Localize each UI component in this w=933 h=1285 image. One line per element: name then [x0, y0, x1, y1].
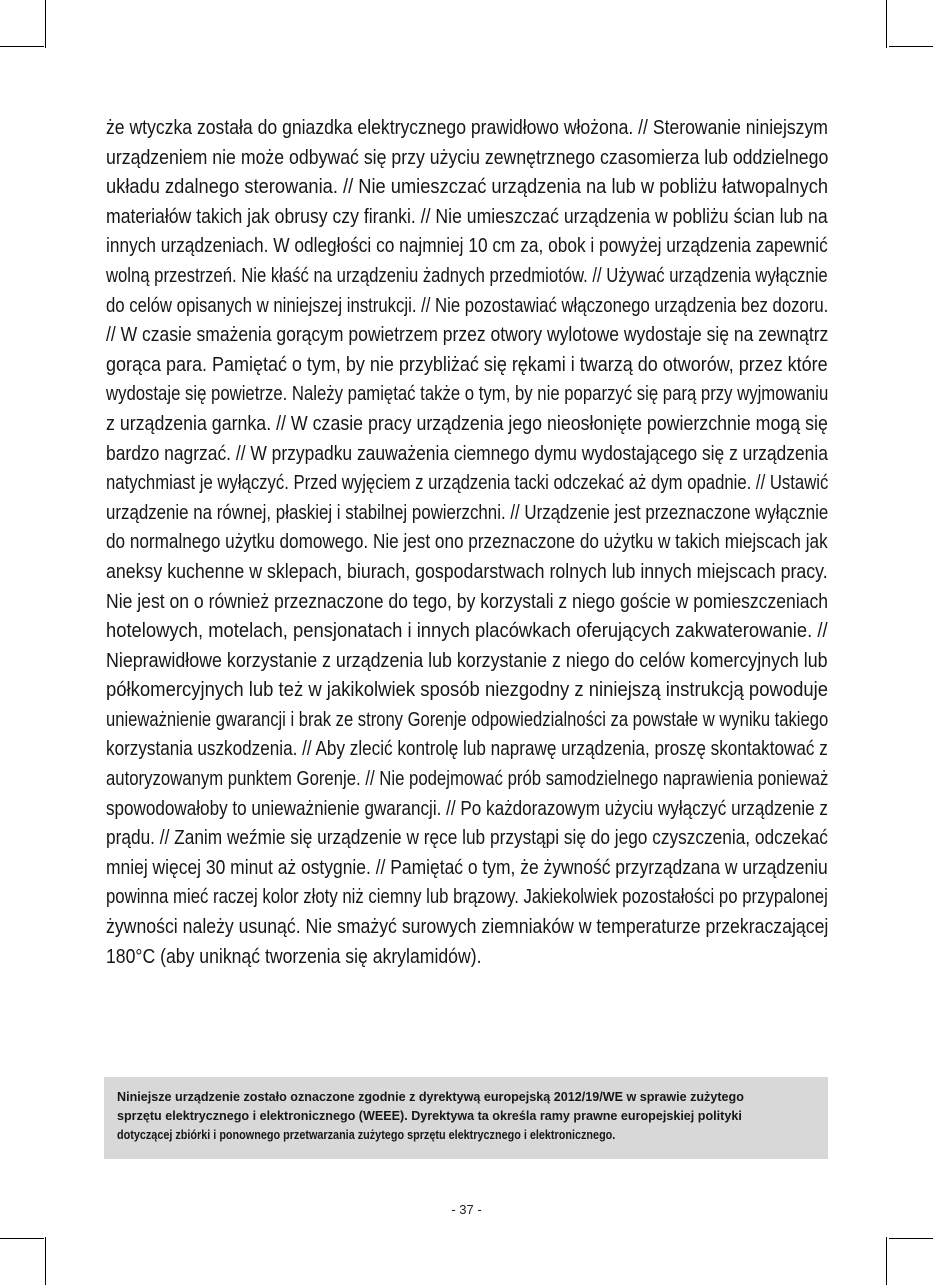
- crop-mark-bottom-right: [886, 1237, 887, 1285]
- body-text-line: Nie jest on o również przeznaczone do tego, by korzystali z niego goście w pomieszczeniach: [106, 589, 829, 613]
- body-text-line: urządzenie na równej, płaskiej i stabilnej powierzchni. // Urządzenie jest przeznaczone wyłącznie: [106, 500, 829, 524]
- body-text-line: autoryzowanym punktem Gorenje. // Nie podejmować prób samodzielnego naprawienia ponieważ: [106, 767, 829, 791]
- crop-mark-bottom-left-h: [0, 1238, 44, 1239]
- body-text-line: natychmiast je wyłączyć. Przed wyjęciem z urządzenia tacki odczekać aż dym opadnie. // Ustawić: [106, 471, 829, 495]
- body-text-line: spowodowałoby to unieważnienie gwarancji. // Po każdorazowym użyciu wyłączyć urządzenie z: [106, 796, 828, 820]
- crop-mark-bottom-left: [45, 1237, 46, 1285]
- body-text-line: prądu. // Zanim weźmie się urządzenie w ręce lub przystąpi się do jego czyszczenia, odczekać: [106, 826, 828, 850]
- crop-mark-top-right-h: [889, 46, 933, 47]
- body-text-line: wolną przestrzeń. Nie kłaść na urządzeniu żadnych przedmiotów. // Używać urządzenia wyłącznie: [106, 263, 828, 287]
- crop-mark-bottom-right-h: [889, 1238, 933, 1239]
- weee-notice-box: [104, 1077, 828, 1159]
- body-text-line: do normalnego użytku domowego. Nie jest ono przeznaczone do użytku w takich miejscach jak: [106, 530, 828, 554]
- weee-notice-line: sprzętu elektrycznego i elektronicznego (WEEE). Dyrektywa ta określa ramy prawne europejskiej polityki: [117, 1109, 742, 1123]
- body-text-line: // W czasie smażenia gorącym powietrzem przez otwory wylotowe wydostaje się na zewnątrz: [106, 323, 829, 347]
- body-text-line: bardzo nagrzać. // W przypadku zauważenia ciemnego dymu wydostającego się z urządzenia: [106, 441, 828, 465]
- body-text-line: układu zdalnego sterowania. // Nie umieszczać urządzenia na lub w pobliżu łatwopalnych: [106, 175, 829, 199]
- body-text-line: unieważnienie gwarancji i brak ze strony Gorenje odpowiedzialności za powstałe w wyniku takiego: [106, 707, 829, 731]
- body-text-line: materiałów takich jak obrusy czy firanki. // Nie umieszczać urządzenia w pobliżu ścian lub na: [106, 204, 828, 228]
- body-text-line: gorąca para. Pamiętać o tym, by nie przybliżać się rękami i twarzą do otworów, przez które: [106, 352, 828, 376]
- body-text-line: do celów opisanych w niniejszej instrukcji. // Nie pozostawiać włączonego urządzenia bez dozoru.: [106, 293, 829, 317]
- crop-mark-top-right: [886, 0, 887, 48]
- body-text-line: hotelowych, motelach, pensjonatach i innych placówkach oferujących zakwaterowanie. //: [106, 619, 828, 643]
- body-text-line: że wtyczka została do gniazdka elektrycznego prawidłowo włożona. // Sterowanie niniejszym: [106, 116, 828, 139]
- body-text-line: półkomercyjnych lub też w jakikolwiek sposób niezgodny z niniejszą instrukcją powoduje: [106, 678, 829, 702]
- weee-notice-line: dotyczącej zbiórki i ponownego przetwarzania zużytego sprzętu elektrycznego i elektronicznego.: [117, 1128, 616, 1142]
- weee-notice-line: Niniejsze urządzenie zostało oznaczone zgodnie z dyrektywą europejską 2012/19/WE w sprawie zużytego: [117, 1090, 744, 1104]
- crop-mark-top-left-h: [0, 46, 44, 47]
- body-text-line: innych urządzeniach. W odległości co najmniej 10 cm za, obok i powyżej urządzenia zapewnić: [106, 234, 828, 258]
- body-text-line: urządzeniem nie może odbywać się przy użyciu zewnętrznego czasomierza lub oddzielnego: [106, 145, 829, 169]
- body-text-line: Nieprawidłowe korzystanie z urządzenia lub korzystanie z niego do celów komercyjnych lub: [106, 648, 828, 672]
- body-text-line: wydostaje się powietrze. Należy pamiętać także o tym, by nie poparzyć się parą przy wyjmowaniu: [106, 382, 829, 406]
- body-text-line: aneksy kuchenne w sklepach, biurach, gospodarstwach rolnych lub innych miejscach pracy.: [106, 559, 828, 583]
- body-text-line: żywności należy usunąć. Nie smażyć surowych ziemniaków w temperaturze przekraczającej: [106, 915, 829, 939]
- safety-instructions-text: [106, 113, 828, 971]
- body-text-line: mniej więcej 30 minut aż ostygnie. // Pamiętać o tym, że żywność przyrządzana w urządzeniu: [106, 855, 828, 879]
- body-text-line: powinna mieć raczej kolor złoty niż ciemny lub brązowy. Jakiekolwiek pozostałości po przypalonej: [106, 885, 828, 909]
- body-text-line: korzystania uszkodzenia. // Aby zlecić kontrolę lub naprawę urządzenia, proszę skontaktować z: [106, 737, 828, 761]
- body-text-line: 180°C (aby uniknąć tworzenia się akrylamidów).: [106, 944, 482, 968]
- crop-mark-top-left: [45, 0, 46, 48]
- body-text-line: z urządzenia garnka. // W czasie pracy urządzenia jego nieosłonięte powierzchnie mogą się: [106, 411, 828, 435]
- page-number: - 37 -: [451, 1202, 482, 1217]
